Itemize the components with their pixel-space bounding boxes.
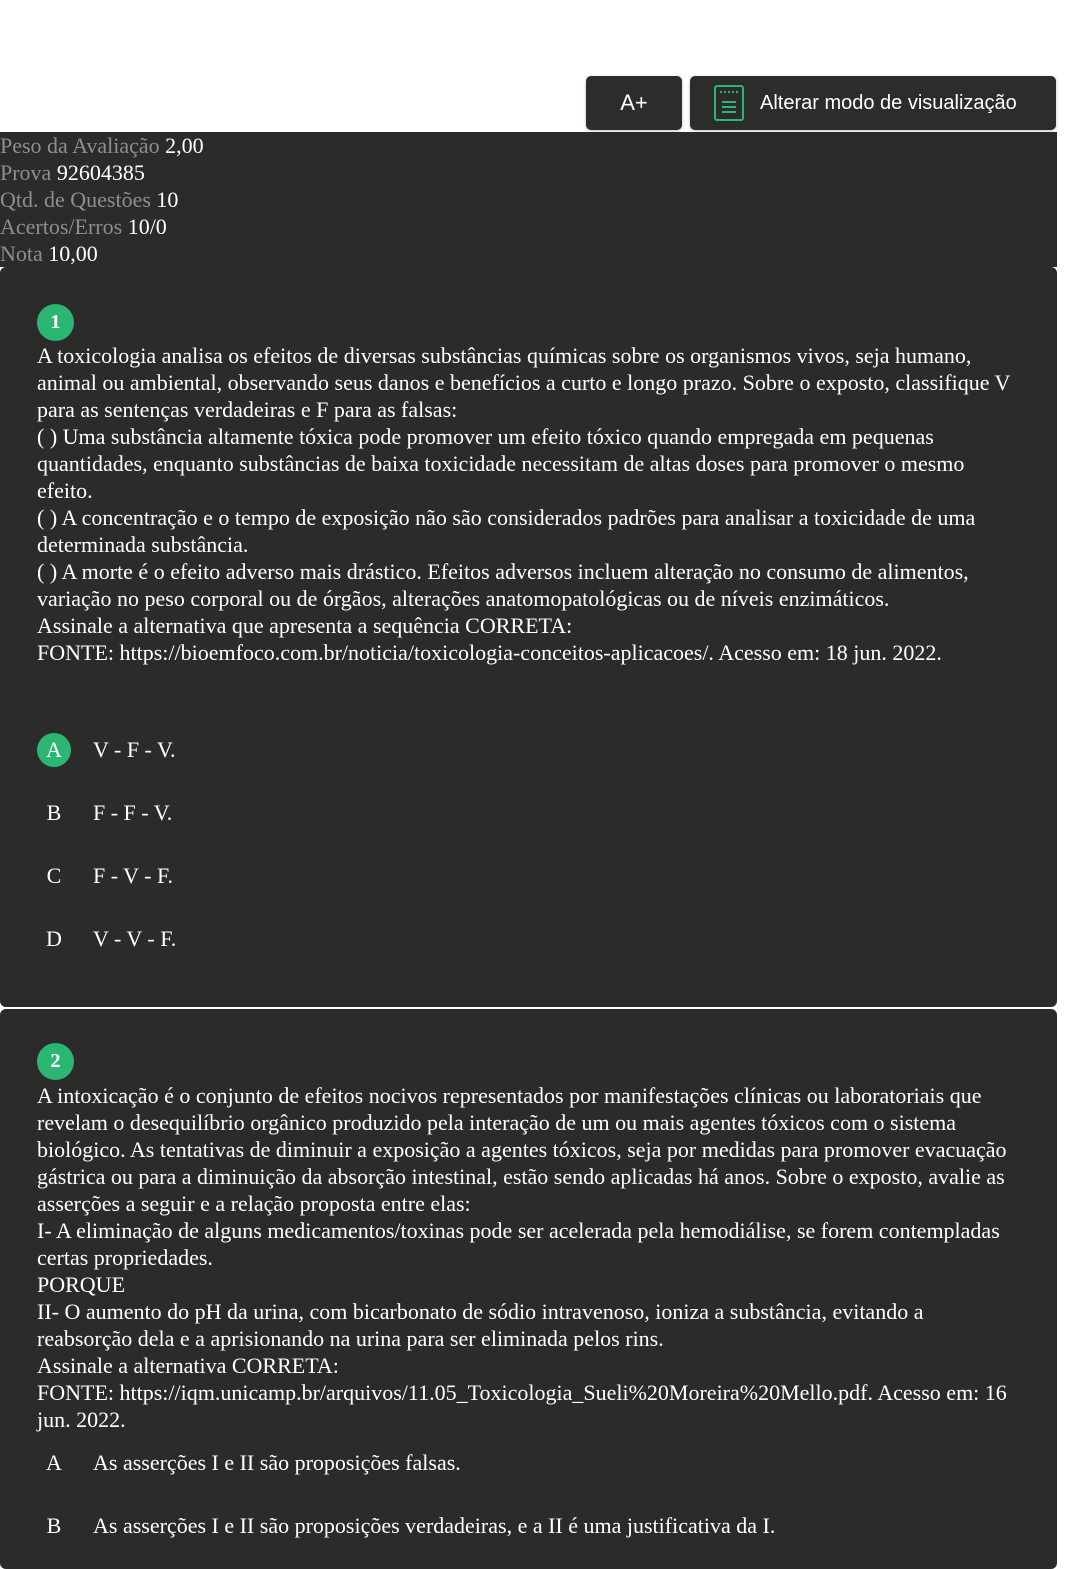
view-mode-button[interactable]: [690, 76, 1056, 130]
option-c[interactable]: [37, 859, 173, 893]
question-card: [0, 1009, 1057, 1569]
option-text: F - F - V.: [93, 800, 173, 825]
option-b[interactable]: [37, 1509, 775, 1543]
question-text: A toxicologia analisa os efeitos de diversas substâncias químicas sobre os organismos vivos, seja humano, animal ou ambiental, observando seus danos e benefícios a curto e longo prazo. Sobre o exposto, classifique V para as sentenças verdadeiras e F para as falsas: ( ) Uma substância altamente tóxica pode promover um efeito tóxico quando empregada em pequenas quantidades, enquanto substâncias de baixa toxicidade necessitam de altas doses para promover o mesmo efeito. ( ) A concentração e o tempo de exposição não são considerados padrões para analisar a toxicidade de uma determinada substância. ( ) A morte é o efeito adverso mais drástico. Efeitos adversos incluem alteração no consumo de alimentos, variação no peso corporal ou de órgãos, alterações anatomopatológicas ou de níveis enzimáticos. Assinale a alternativa que apresenta a sequência CORRETA: FONTE: https://bioemfoco.com.br/noticia/toxicologia-conceitos-aplicacoes/. Acesso em: 18 jun. 2022.: [37, 343, 1011, 665]
option-letter: B: [46, 800, 62, 825]
option-letter: A: [46, 1450, 62, 1475]
question-number-badge: 2: [37, 1043, 74, 1080]
font-size-button[interactable]: [586, 76, 682, 130]
option-b[interactable]: [37, 796, 172, 830]
question-number-badge: 1: [37, 304, 74, 341]
option-a[interactable]: [37, 1446, 461, 1480]
option-letter: C: [46, 863, 62, 888]
summary-exam-id: Prova 92604385: [0, 160, 145, 185]
option-text: V - F - V.: [93, 737, 176, 762]
question-card: [0, 267, 1057, 1007]
exam-summary: [0, 132, 1057, 267]
summary-hits-misses: Acertos/Erros 10/0: [0, 214, 167, 239]
document-view-icon: [714, 85, 744, 121]
option-a[interactable]: [37, 733, 176, 767]
summary-weight: Peso da Avaliação 2,00: [0, 133, 204, 158]
option-d[interactable]: [37, 922, 176, 956]
view-mode-label: Alterar modo de visualização: [760, 91, 1017, 114]
option-text: F - V - F.: [93, 863, 173, 888]
option-letter: B: [46, 1513, 62, 1538]
summary-question-count: Qtd. de Questões 10: [0, 187, 179, 212]
option-text: As asserções I e II são proposições verdadeiras, e a II é uma justificativa da I.: [93, 1513, 776, 1538]
option-text: As asserções I e II são proposições falsas.: [93, 1450, 461, 1475]
option-letter: D: [46, 926, 62, 951]
question-text: A intoxicação é o conjunto de efeitos nocivos representados por manifestações clínicas ou laboratoriais que revelam o desequilíbrio orgânico produzido pela interação de um ou mais agentes tóxicos com o sistema biológico. As tentativas de diminuir a exposição a agentes tóxicos, seja por medidas para promover evacuação gástrica ou para a diminuição da absorção intestinal, estão sendo aplicadas há anos. Sobre o exposto, avalie as asserções a seguir e a relação proposta entre elas: I- A eliminação de alguns medicamentos/toxinas pode ser acelerada pela hemodiálise, se forem contempladas certas propriedades. PORQUE II- O aumento do pH da urina, com bicarbonato de sódio intravenoso, ioniza a substância, evitando a reabsorção dela e a aprisionando na urina para ser eliminada pelos rins. Assinale a alternativa CORRETA: FONTE: https://iqm.unicamp.br/arquivos/11.05_Toxicologia_Sueli%20Moreira%20Mello.pdf. Acesso em: 16 jun. 2022.: [37, 1083, 1007, 1432]
font-size-label: A+: [620, 90, 648, 115]
toolbar: [0, 76, 1067, 132]
summary-grade: Nota 10,00: [0, 241, 98, 266]
option-text: V - V - F.: [93, 926, 177, 951]
option-letter-correct: A: [37, 733, 71, 767]
